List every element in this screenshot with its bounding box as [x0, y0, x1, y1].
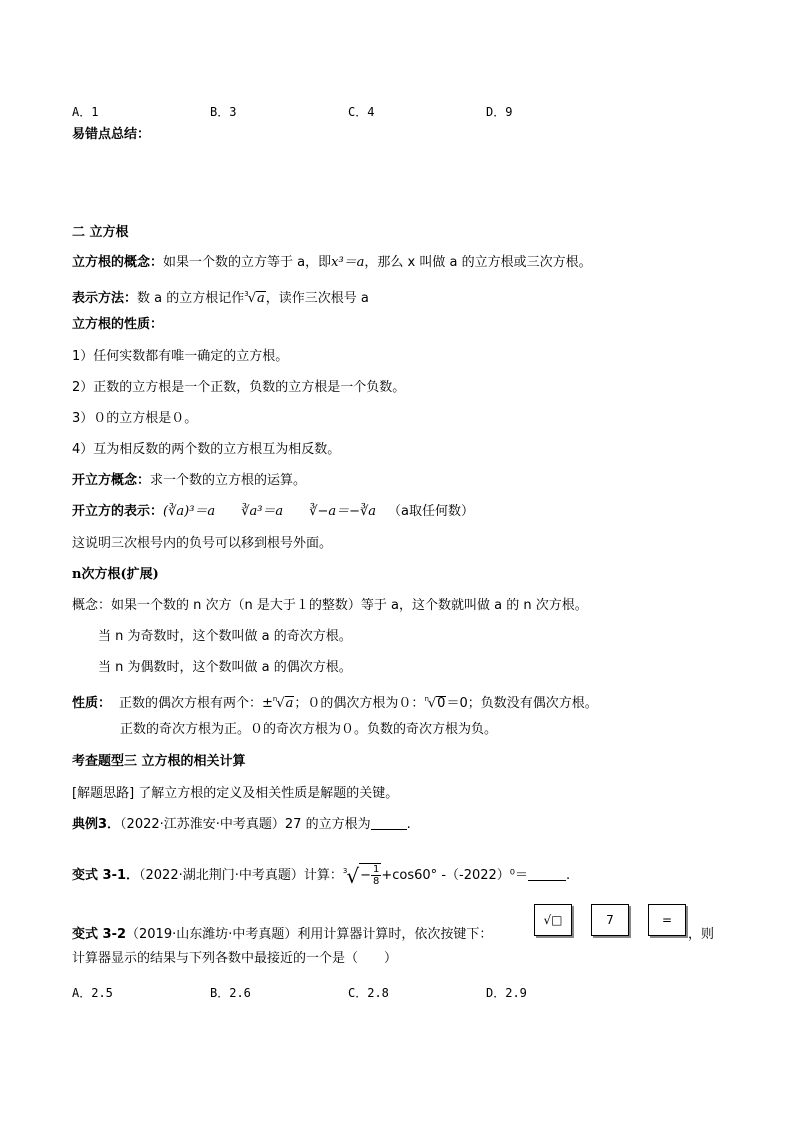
- property-item-4: 4）互为相反数的两个数的立方根互为相反数。: [72, 442, 341, 457]
- nth-root-prop1-c: ＝0；负数没有偶次方根。: [446, 696, 598, 711]
- fraction: $\frac{1}{8}$: [373, 864, 380, 887]
- property-item-3: 3）０的立方根是０。: [72, 411, 198, 426]
- option-c: C．4: [348, 105, 375, 119]
- formula-note: （a取任何数）: [388, 504, 474, 519]
- nth-root-title: n次方根(扩展): [72, 567, 159, 582]
- option-a: A．1: [72, 105, 99, 119]
- section-title: 二 立方根: [72, 225, 129, 240]
- extraction-label: 开立方概念：: [72, 473, 151, 488]
- properties-label: 立方根的性质：: [72, 317, 164, 332]
- concept-line: [72, 254, 592, 272]
- calculator-sqrt-key: √□: [534, 904, 572, 936]
- formula-3: ∛−a＝−∛a: [309, 504, 377, 519]
- approach-line: [解题思路] 了解立方根的定义及相关性质是解题的关键。: [72, 786, 399, 801]
- extraction-repr-line: [72, 503, 474, 521]
- nth-root-prop2: 正数的奇次方根为正。０的奇次方根为０。负数的奇次方根为负。: [120, 722, 498, 737]
- concept-text-b: ，那么 x 叫做 a 的立方根或三次方根。: [364, 255, 592, 270]
- nth-root-prop1-b: ；０的偶次方根为０：: [294, 696, 425, 711]
- notation-text-a: 数 a 的立方根记作: [137, 291, 245, 306]
- calculator-equals-key: =: [648, 904, 686, 936]
- mistake-summary: 易错点总结：: [72, 127, 151, 142]
- property-item-2: 2）正数的立方根是一个正数，负数的立方根是一个负数。: [72, 380, 406, 395]
- variant32-text-b: ，则: [688, 927, 715, 942]
- extraction-repr-label: 开立方的表示：: [72, 504, 164, 519]
- nth-root-prop-label: 性质：: [72, 696, 112, 711]
- variant32-label: 变式 3-2: [72, 927, 127, 942]
- extraction-text: 求一个数的立方根的运算。: [150, 473, 307, 488]
- nth-root-prop-line: 性质： 正数的偶次方根有两个：±$^n$√a；０的偶次方根为０：$^n$√0＝0；负数没有偶次方根。: [72, 695, 598, 711]
- formula-1: (∛a)³＝a: [163, 504, 216, 519]
- notation-radicand: a: [257, 291, 265, 306]
- variant31-text-a: （2022·湖北荆门·中考真题）计算：: [139, 868, 343, 883]
- concept-formula: x³＝a: [331, 255, 365, 270]
- nth-root-even: 当 n 为偶数时，这个数叫做 a 的偶次方根。: [98, 660, 352, 675]
- option-b: B．3: [210, 105, 237, 119]
- variant32-text-c: 计算器显示的结果与下列各数中最接近的一个是（ ）: [72, 951, 398, 966]
- notation-text-b: ，读作三次根号 a: [265, 291, 369, 306]
- extraction-line: [72, 472, 306, 490]
- property-item-1: 1）任何实数都有唯一确定的立方根。: [72, 349, 289, 364]
- nth-root-concept: 概念：如果一个数的 n 次方（n 是大于１的整数）等于 a，这个数就叫做 a 的 n 次方根。: [72, 598, 588, 613]
- option-c: C．2.8: [348, 986, 389, 1000]
- concept-label: 立方根的概念：: [72, 255, 164, 270]
- nth-root-odd: 当 n 为奇数时，这个数叫做 a 的奇次方根。: [98, 629, 352, 644]
- variant31-end: .: [566, 868, 571, 883]
- notation-label: 表示方法：: [72, 291, 138, 306]
- example3-line: [72, 816, 411, 834]
- option-d: D．9: [486, 105, 513, 119]
- calculator-7-key: 7: [591, 904, 629, 936]
- explain-line: 这说明三次根号内的负号可以移到根号外面。: [72, 536, 333, 551]
- concept-text-a: 如果一个数的立方等于 a，即: [163, 255, 332, 270]
- answer-blank[interactable]: [528, 868, 566, 881]
- answer-blank[interactable]: [371, 817, 407, 830]
- notation-line: 表示方法：数 a 的立方根记作$^3$√a，读作三次根号 a: [72, 290, 369, 306]
- variant31-text-b: +cos60° -（-2022）⁰＝: [381, 868, 528, 883]
- topic-title: 考查题型三 立方根的相关计算: [72, 754, 246, 769]
- option-a: A．2.5: [72, 986, 113, 1000]
- example3-text: （2022·江苏淮安·中考真题）27 的立方根为: [120, 817, 371, 832]
- example3-end: .: [406, 817, 411, 832]
- nth-root-prop1-a: 正数的偶次方根有两个：±: [119, 696, 273, 711]
- variant31-label: 变式 3-1．: [72, 868, 140, 883]
- option-b: B．2.6: [210, 986, 251, 1000]
- variant32-text-a: （2019·山东潍坊·中考真题）利用计算器计算时，依次按键下：: [126, 927, 493, 942]
- variant31-line: 变式 3-1．（2022·湖北荆门·中考真题）计算：$^3$√− $\frac{1}{8}$ +cos60° -（-2022）⁰＝ .: [72, 864, 571, 888]
- option-d: D．2.9: [486, 986, 527, 1000]
- example3-label: 典例3．: [72, 817, 121, 832]
- variant32-line: [72, 926, 492, 944]
- formula-2: ∛a³＝a: [241, 504, 284, 519]
